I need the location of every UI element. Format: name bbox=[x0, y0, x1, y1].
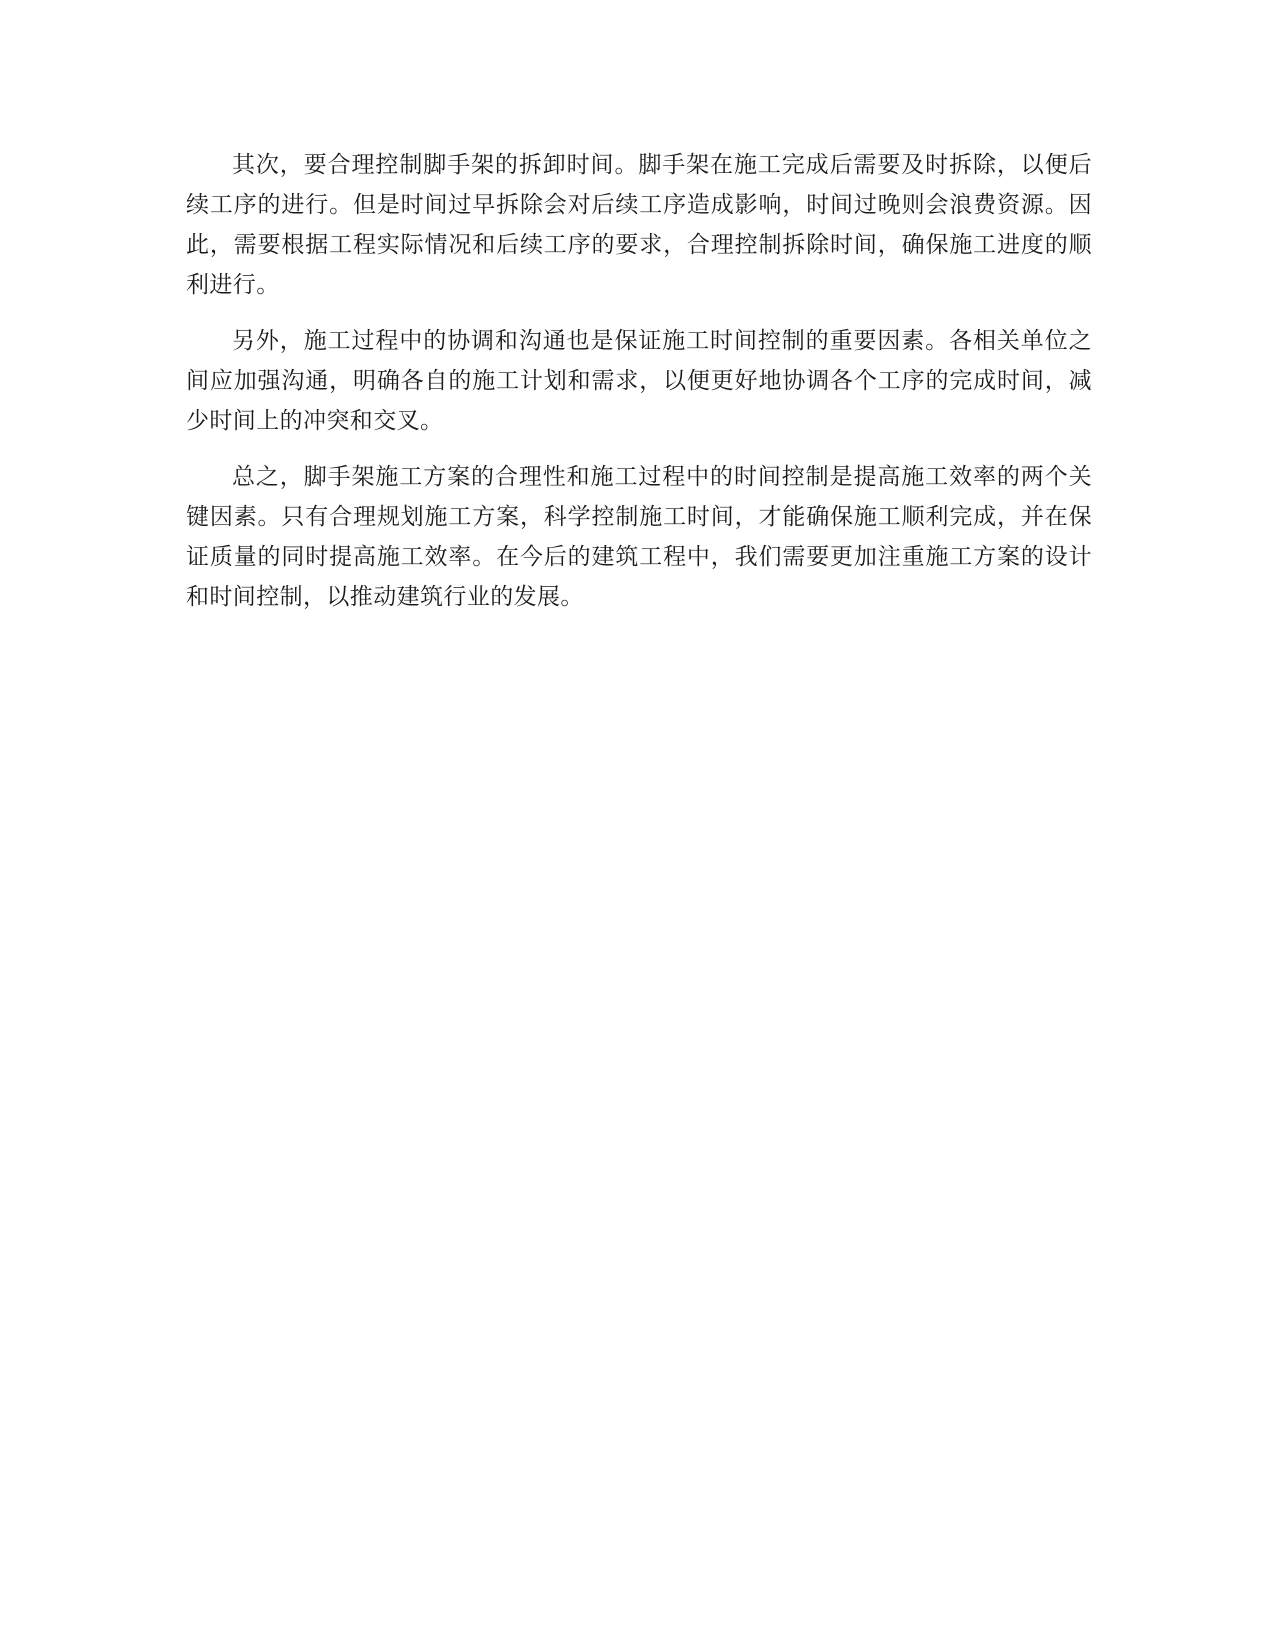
paragraph-coordination: 另外，施工过程中的协调和沟通也是保证施工时间控制的重要因素。各相关单位之间应加强沟通，明确各自的施工计划和需求，以便更好地协调各个工序的完成时间，减少时间上的冲突和交叉。 bbox=[186, 328, 1092, 434]
document-body bbox=[186, 145, 1092, 633]
paragraph-dismantling-time: 其次，要合理控制脚手架的拆卸时间。脚手架在施工完成后需要及时拆除，以便后续工序的进行。但是时间过早拆除会对后续工序造成影响，时间过晚则会浪费资源。因此，需要根据工程实际情况和后续工序的要求，合理控制拆除时间，确保施工进度的顺利进行。 bbox=[186, 152, 1092, 298]
paragraph-conclusion: 总之，脚手架施工方案的合理性和施工过程中的时间控制是提高施工效率的两个关键因素。只有合理规划施工方案，科学控制施工时间，才能确保施工顺利完成，并在保证质量的同时提高施工效率。在今后的建筑工程中，我们需要更加注重施工方案的设计和时间控制，以推动建筑行业的发展。 bbox=[186, 464, 1092, 610]
